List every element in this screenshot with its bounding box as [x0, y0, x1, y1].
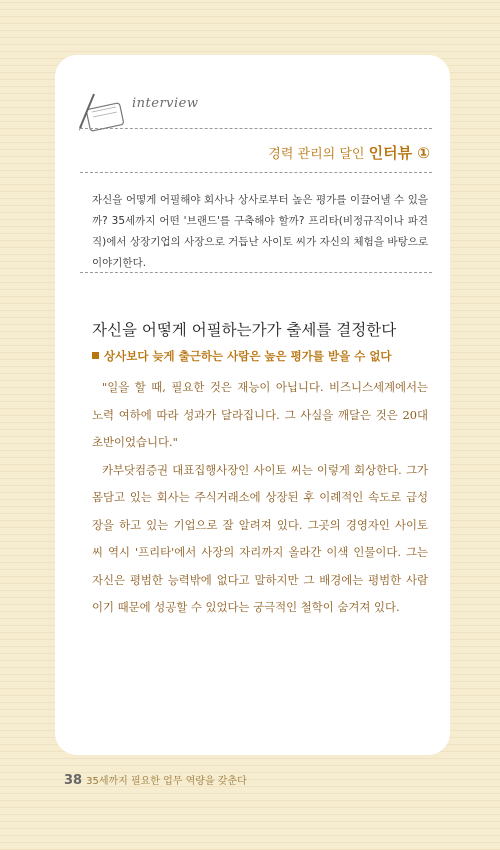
page-number: 38	[64, 773, 83, 788]
article-subheading-text: 상사보다 늦게 출근하는 사람은 높은 평가를 받을 수 없다	[104, 349, 392, 363]
intro-text: 자신을 어떻게 어필해야 회사나 상사로부터 높은 평가를 이끌어낼 수 있을까? 35세까지 어떤 '브랜드'를 구축해야 할까? 프리타(비정규직이나 파견직)에서 상장기업의 사장으로 거듭난 사이토 씨가 자신의 체험을 바탕으로 이야기한다.	[92, 194, 428, 269]
divider	[80, 172, 432, 173]
series-title-prefix: 경력 관리의 달인	[268, 147, 369, 162]
series-title	[268, 142, 430, 163]
article-paragraph: 카부닷컴증권 대표집행사장인 사이토 씨는 이렇게 회상한다. 그가 몸담고 있는 회사는 주식거래소에 상장된 후 이례적인 속도로 급성장을 하고 있는 기업으로 잘 알려져 있다. 그곳의 경영자인 사이토 씨 역시 '프리타'에서 사장의 자리까지 올라간 이색 인물이다. 그는 자신은 평범한 능력밖에 없다고 말하지만 그 배경에는 평범한 사람이기 때문에 성공할 수 있었다는 궁극적인 철학이 숨겨져 있다.	[92, 462, 428, 614]
square-bullet-icon	[92, 352, 99, 359]
article-heading: 자신을 어떻게 어필하는가가 출세를 결정한다	[92, 321, 397, 339]
page-footer	[64, 772, 247, 788]
series-title-main: 인터뷰 ①	[368, 144, 430, 162]
divider	[80, 272, 432, 273]
article-subheading	[92, 348, 392, 364]
article-paragraph: "일을 할 때, 필요한 것은 재능이 아닙니다. 비즈니스세계에서는 노력 여하에 따라 성과가 달라집니다. 그 사실을 깨달은 것은 20대 초반이었습니다."	[92, 380, 428, 449]
divider	[80, 128, 432, 129]
section-label: interview	[132, 96, 199, 111]
running-title: 35세까지 필요한 업무 역량을 갖춘다	[86, 776, 247, 787]
article-body	[92, 374, 428, 622]
